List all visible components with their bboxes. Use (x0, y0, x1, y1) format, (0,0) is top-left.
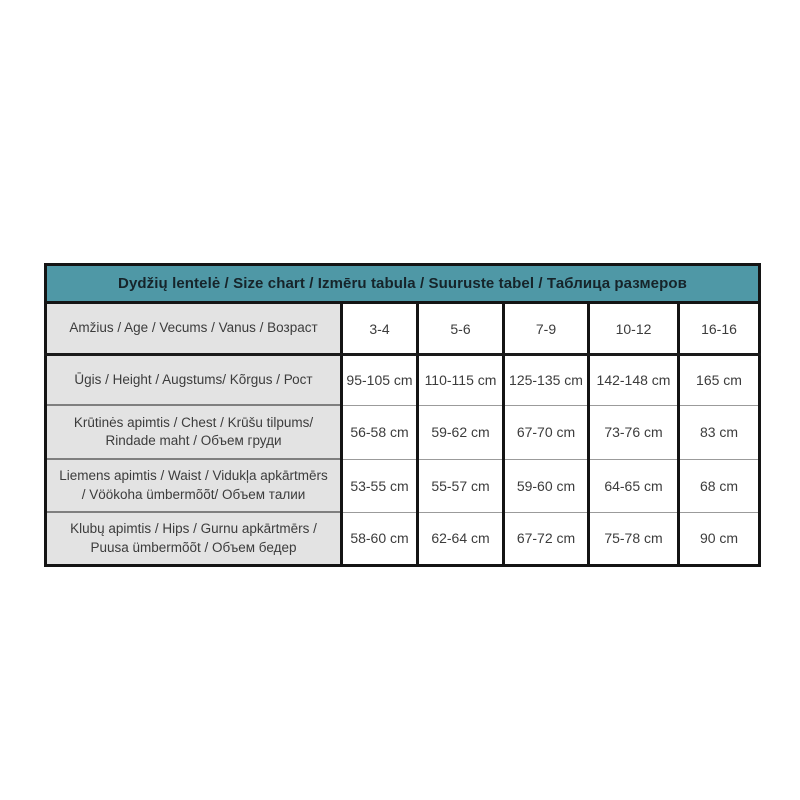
size-chart-title: Dydžių lentelė / Size chart / Izmēru tabula / Suuruste tabel / Таблица размеров (46, 265, 760, 303)
chest-cell: 83 cm (679, 405, 760, 459)
chest-cell: 56-58 cm (342, 405, 418, 459)
table-row-age (46, 303, 760, 355)
hips-cell: 62-64 cm (418, 512, 504, 566)
hips-cell: 67-72 cm (504, 512, 589, 566)
waist-cell: 55-57 cm (418, 459, 504, 512)
age-cell: 16-16 (679, 303, 760, 355)
height-cell: 165 cm (679, 355, 760, 406)
waist-cell: 64-65 cm (589, 459, 679, 512)
waist-cell: 53-55 cm (342, 459, 418, 512)
table-row-chest (46, 405, 760, 459)
age-cell: 3-4 (342, 303, 418, 355)
hips-cell: 58-60 cm (342, 512, 418, 566)
chest-cell: 59-62 cm (418, 405, 504, 459)
table-row-waist (46, 459, 760, 512)
height-cell: 142-148 cm (589, 355, 679, 406)
age-cell: 10-12 (589, 303, 679, 355)
waist-cell: 68 cm (679, 459, 760, 512)
height-cell: 110-115 cm (418, 355, 504, 406)
age-cell: 5-6 (418, 303, 504, 355)
size-chart-header-row (46, 265, 760, 303)
height-cell: 95-105 cm (342, 355, 418, 406)
size-chart-table (44, 263, 761, 567)
chest-cell: 67-70 cm (504, 405, 589, 459)
height-cell: 125-135 cm (504, 355, 589, 406)
age-cell: 7-9 (504, 303, 589, 355)
hips-cell: 75-78 cm (589, 512, 679, 566)
table-row-height (46, 355, 760, 406)
table-row-hips (46, 512, 760, 566)
row-label-waist: Liemens apimtis / Waist / Vidukļa apkārtmērs / Vöökoha ümbermõõt/ Объем талии (46, 459, 342, 512)
row-label-height: Ūgis / Height / Augstums/ Kõrgus / Рост (46, 355, 342, 406)
row-label-age: Amžius / Age / Vecums / Vanus / Возраст (46, 303, 342, 355)
size-chart-container (44, 263, 761, 567)
row-label-hips: Klubų apimtis / Hips / Gurnu apkārtmērs / Puusa ümbermõõt / Объем бедер (46, 512, 342, 566)
waist-cell: 59-60 cm (504, 459, 589, 512)
row-label-chest: Krūtinės apimtis / Chest / Krūšu tilpums/ Rindade maht / Объем груди (46, 405, 342, 459)
hips-cell: 90 cm (679, 512, 760, 566)
chest-cell: 73-76 cm (589, 405, 679, 459)
